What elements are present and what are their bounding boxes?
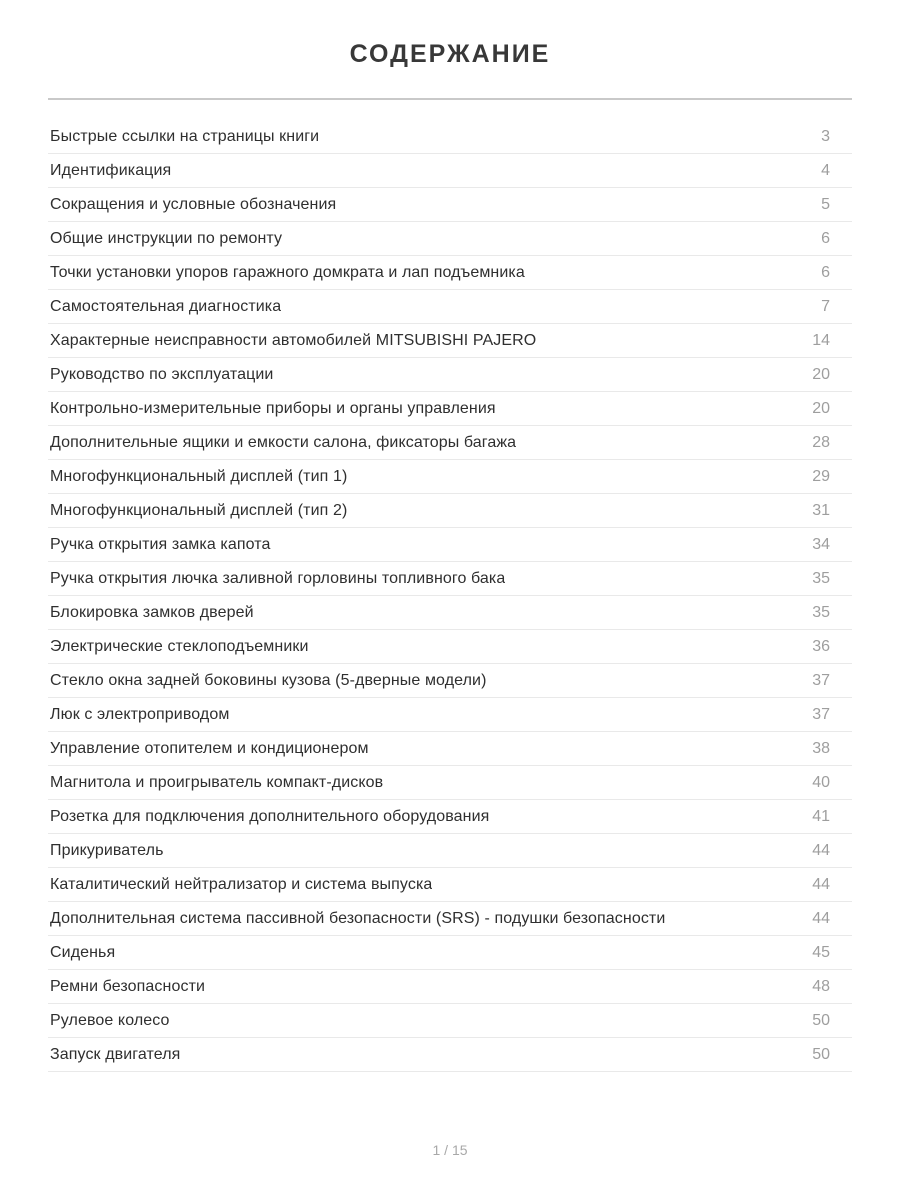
toc-row[interactable] <box>48 392 852 426</box>
toc-row[interactable] <box>48 324 852 358</box>
toc-entry-page-number: 48 <box>812 977 830 995</box>
toc-row[interactable] <box>48 562 852 596</box>
toc-entry-page-number: 7 <box>821 297 830 315</box>
toc-row[interactable] <box>48 1038 852 1072</box>
toc-entry-page-number: 14 <box>812 331 830 349</box>
toc-entry-title: Управление отопителем и кондиционером <box>50 739 369 757</box>
toc-row[interactable] <box>48 834 852 868</box>
toc-row[interactable] <box>48 494 852 528</box>
toc-entry-page-number: 37 <box>812 705 830 723</box>
toc-entry-title: Ремни безопасности <box>50 977 206 995</box>
toc-entry-page-number: 40 <box>812 773 830 791</box>
toc-entry-page-number: 37 <box>812 671 830 689</box>
toc-row[interactable] <box>48 630 852 664</box>
toc-row[interactable] <box>48 256 852 290</box>
toc-entry-title: Контрольно-измерительные приборы и органы управления <box>50 399 496 417</box>
toc-row[interactable] <box>48 290 852 324</box>
toc-entry-page-number: 44 <box>812 841 830 859</box>
toc-entry-page-number: 35 <box>812 603 830 621</box>
toc-row[interactable] <box>48 460 852 494</box>
toc-row[interactable] <box>48 936 852 970</box>
toc-entry-page-number: 36 <box>812 637 830 655</box>
toc-entry-page-number: 44 <box>812 875 830 893</box>
toc-entry-title: Блокировка замков дверей <box>50 603 254 621</box>
toc-entry-page-number: 44 <box>812 909 830 927</box>
toc-entry-title: Розетка для подключения дополнительного оборудования <box>50 807 490 825</box>
toc-row[interactable] <box>48 188 852 222</box>
toc-row[interactable] <box>48 732 852 766</box>
toc-entry-page-number: 28 <box>812 433 830 451</box>
toc-entry-title: Ручка открытия лючка заливной горловины топливного бака <box>50 569 506 587</box>
toc-row[interactable] <box>48 120 852 154</box>
toc-row[interactable] <box>48 902 852 936</box>
toc-row[interactable] <box>48 970 852 1004</box>
toc-entry-page-number: 20 <box>812 399 830 417</box>
toc-entry-page-number: 6 <box>821 229 830 247</box>
toc-entry-title: Сиденья <box>50 943 116 961</box>
toc-entry-page-number: 6 <box>821 263 830 281</box>
title-divider <box>48 98 852 100</box>
toc-entry-page-number: 45 <box>812 943 830 961</box>
toc-row[interactable] <box>48 358 852 392</box>
toc-row[interactable] <box>48 154 852 188</box>
toc-entry-title: Самостоятельная диагностика <box>50 297 282 315</box>
toc-entry-title: Общие инструкции по ремонту <box>50 229 283 247</box>
toc-entry-title: Рулевое колесо <box>50 1011 170 1029</box>
toc-entry-page-number: 5 <box>821 195 830 213</box>
toc-entry-page-number: 38 <box>812 739 830 757</box>
toc-entry-page-number: 4 <box>821 161 830 179</box>
toc-row[interactable] <box>48 664 852 698</box>
toc-row[interactable] <box>48 596 852 630</box>
toc-entry-title: Запуск двигателя <box>50 1045 181 1063</box>
toc-entry-title: Руководство по эксплуатации <box>50 365 274 383</box>
toc-row[interactable] <box>48 1004 852 1038</box>
toc-entry-title: Дополнительная система пассивной безопасности (SRS) - подушки безопасности <box>50 909 666 927</box>
toc-row[interactable] <box>48 868 852 902</box>
toc-entry-page-number: 35 <box>812 569 830 587</box>
page-title: СОДЕРЖАНИЕ <box>349 40 551 68</box>
toc-list <box>48 120 852 1072</box>
toc-row[interactable] <box>48 698 852 732</box>
toc-row[interactable] <box>48 222 852 256</box>
toc-entry-page-number: 50 <box>812 1011 830 1029</box>
page-indicator: 1 / 15 <box>432 1142 468 1158</box>
toc-entry-title: Магнитола и проигрыватель компакт-дисков <box>50 773 384 791</box>
toc-entry-title: Люк с электроприводом <box>50 705 230 723</box>
toc-entry-title: Стекло окна задней боковины кузова (5-дверные модели) <box>50 671 487 689</box>
toc-entry-title: Сокращения и условные обозначения <box>50 195 337 213</box>
toc-row[interactable] <box>48 800 852 834</box>
toc-entry-page-number: 31 <box>812 501 830 519</box>
toc-entry-title: Многофункциональный дисплей (тип 1) <box>50 467 348 485</box>
toc-row[interactable] <box>48 766 852 800</box>
toc-entry-page-number: 29 <box>812 467 830 485</box>
toc-entry-page-number: 41 <box>812 807 830 825</box>
toc-entry-title: Точки установки упоров гаражного домкрата и лап подъемника <box>50 263 525 281</box>
toc-entry-page-number: 34 <box>812 535 830 553</box>
toc-row[interactable] <box>48 528 852 562</box>
toc-entry-title: Быстрые ссылки на страницы книги <box>50 127 320 145</box>
toc-entry-title: Идентификация <box>50 161 172 179</box>
toc-entry-title: Каталитический нейтрализатор и система выпуска <box>50 875 433 893</box>
toc-entry-page-number: 3 <box>821 127 830 145</box>
toc-entry-page-number: 50 <box>812 1045 830 1063</box>
toc-entry-title: Характерные неисправности автомобилей MITSUBISHI PAJERO <box>50 331 537 349</box>
toc-entry-title: Многофункциональный дисплей (тип 2) <box>50 501 348 519</box>
toc-row[interactable] <box>48 426 852 460</box>
toc-entry-title: Прикуриватель <box>50 841 164 859</box>
toc-entry-title: Электрические стеклоподъемники <box>50 637 309 655</box>
toc-entry-title: Ручка открытия замка капота <box>50 535 271 553</box>
toc-entry-page-number: 20 <box>812 365 830 383</box>
toc-entry-title: Дополнительные ящики и емкости салона, фиксаторы багажа <box>50 433 517 451</box>
